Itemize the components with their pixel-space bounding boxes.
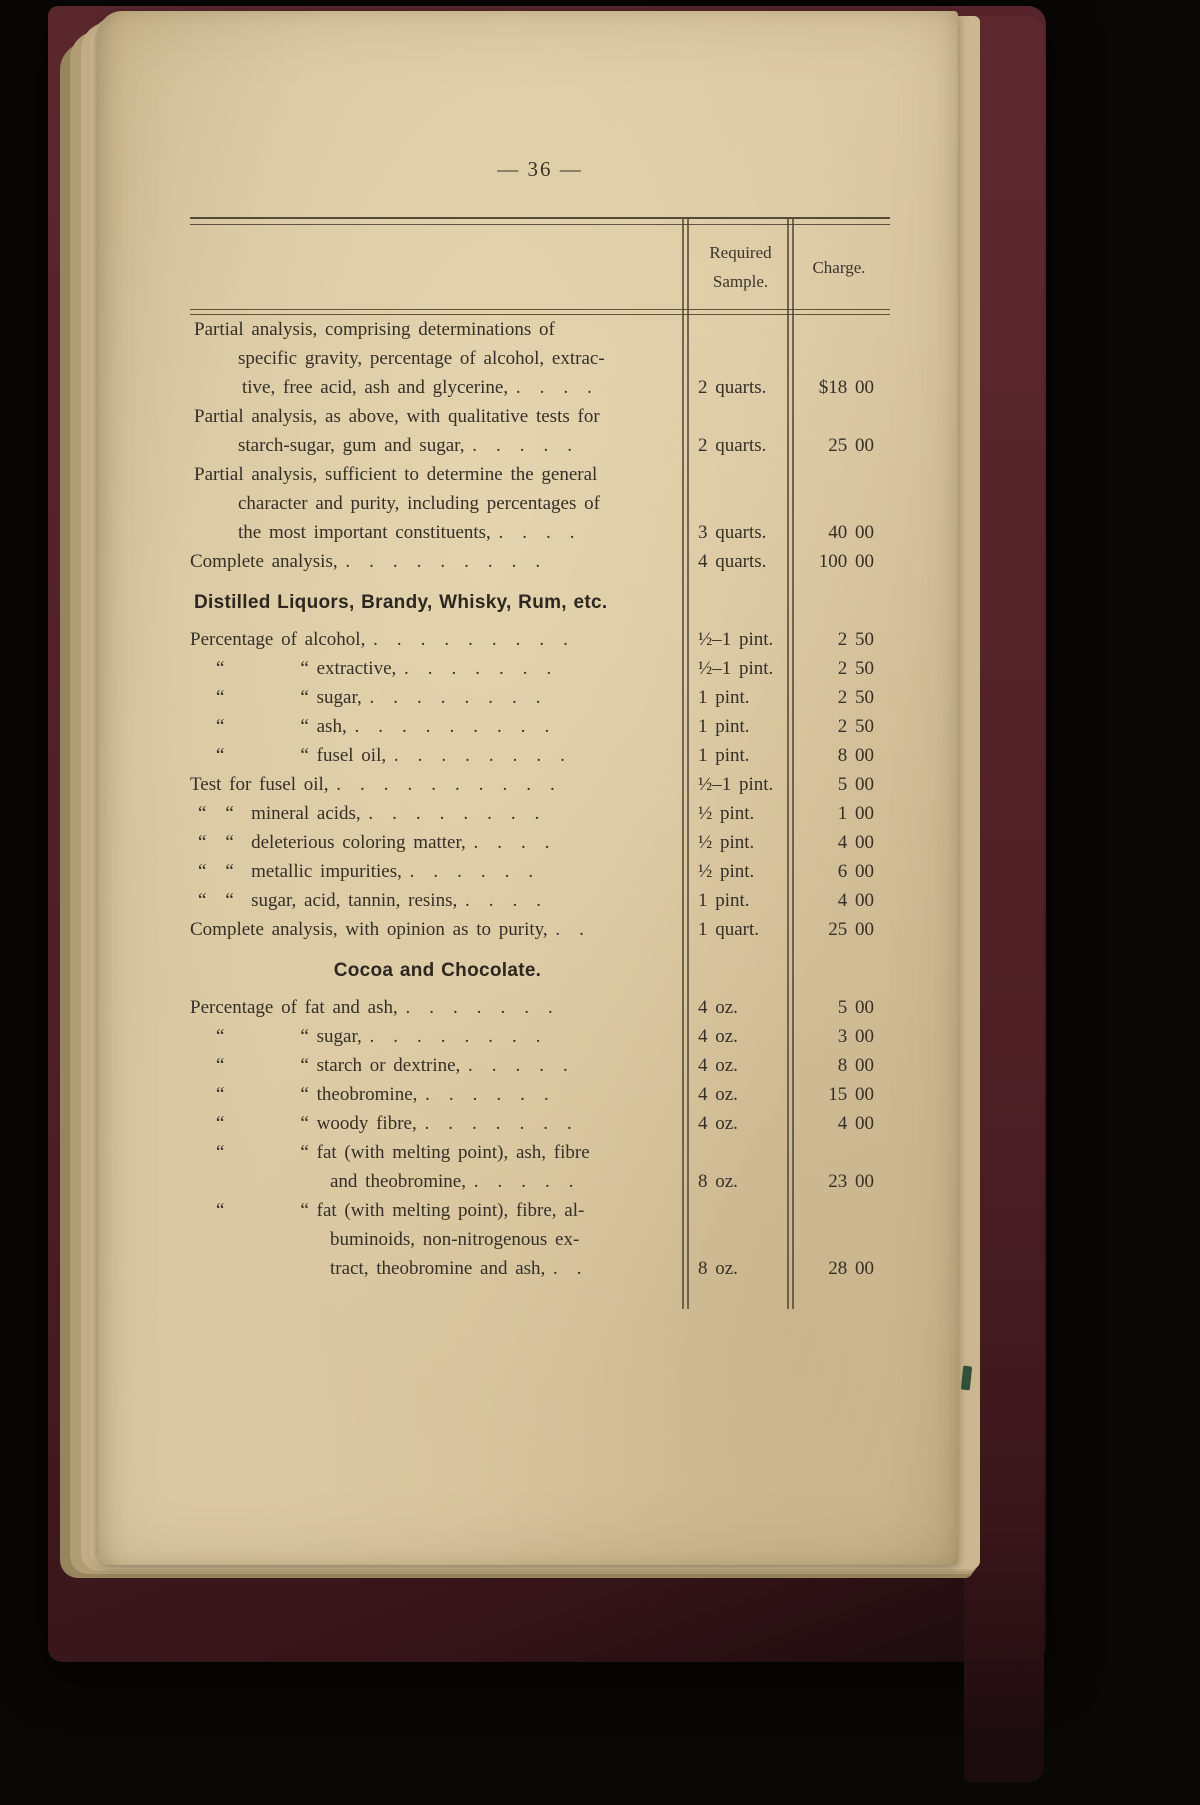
row-required-sample: 1 pint.	[698, 716, 750, 737]
description-line: “ “ fat (with melting point), ash, fibre	[216, 1142, 590, 1163]
row-description	[190, 1138, 685, 1196]
row-charge: 25 00	[828, 919, 874, 940]
column-header-sample: Required Sample.	[709, 243, 772, 291]
table-row	[190, 1022, 890, 1051]
row-required-sample: ½ pint.	[698, 803, 755, 824]
row-required-sample: 4 oz.	[698, 1026, 738, 1047]
row-charge: 2 50	[837, 629, 874, 650]
table-row	[190, 1109, 890, 1138]
row-charge: 100 00	[818, 551, 874, 572]
page-number: — 36 —	[497, 157, 583, 181]
row-charge: 25 00	[828, 435, 874, 456]
row-description	[190, 1196, 685, 1283]
row-charge: 2 50	[837, 687, 874, 708]
row-charge: $18 00	[818, 377, 874, 398]
table-row	[190, 741, 890, 770]
row-description	[190, 547, 685, 576]
description-line: Partial analysis, sufficient to determine the general	[194, 464, 598, 485]
column-rule-charge	[787, 219, 794, 1309]
row-description	[190, 1022, 685, 1051]
description-line: “ “ woody fibre, . . . . . . .	[216, 1113, 572, 1134]
description-line: Percentage of fat and ash, . . . . . . .	[190, 997, 553, 1018]
row-required-sample: 8 oz.	[698, 1258, 738, 1279]
row-charge: 2 50	[837, 658, 874, 679]
description-line: specific gravity, percentage of alcohol, extrac-	[238, 348, 605, 369]
row-description	[190, 460, 685, 547]
description-line: “ “ fusel oil, . . . . . . . .	[216, 745, 565, 766]
description-line: “ “ starch or dextrine, . . . . .	[216, 1055, 568, 1076]
row-required-sample: 4 quarts.	[698, 551, 767, 572]
section-heading: Distilled Liquors, Brandy, Whisky, Rum, etc.	[194, 592, 608, 613]
row-required-sample: 3 quarts.	[698, 522, 767, 543]
table-row	[190, 828, 890, 857]
row-description	[190, 886, 685, 915]
section-heading: Cocoa and Chocolate.	[333, 960, 542, 981]
row-required-sample: ½ pint.	[698, 832, 755, 853]
row-description	[190, 654, 685, 683]
row-required-sample: ½–1 pint.	[698, 774, 774, 795]
row-required-sample: 4 oz.	[698, 1113, 738, 1134]
description-line: starch-sugar, gum and sugar, . . . . .	[238, 435, 572, 456]
table-row	[190, 1196, 890, 1283]
row-charge: 28 00	[828, 1258, 874, 1279]
table-row	[190, 1051, 890, 1080]
row-required-sample: 1 pint.	[698, 687, 750, 708]
row-required-sample: 8 oz.	[698, 1171, 738, 1192]
table-row	[190, 402, 890, 460]
description-line: and theobromine, . . . . .	[330, 1171, 574, 1192]
description-line: “ “ sugar, acid, tannin, resins, . . . .	[198, 890, 541, 911]
table-row	[190, 654, 890, 683]
description-line: Complete analysis, with opinion as to purity, . .	[190, 919, 584, 940]
description-line: “ “ ash, . . . . . . . . .	[216, 716, 550, 737]
row-description	[190, 683, 685, 712]
row-description	[190, 1051, 685, 1080]
row-required-sample: 2 quarts.	[698, 377, 767, 398]
row-charge: 6 00	[837, 861, 874, 882]
row-description	[190, 625, 685, 654]
row-description	[190, 315, 685, 402]
row-required-sample: 2 quarts.	[698, 435, 767, 456]
table-row	[190, 993, 890, 1022]
row-description	[190, 741, 685, 770]
description-line: tract, theobromine and ash, . .	[330, 1258, 582, 1279]
description-line: “ “ deleterious coloring matter, . . . .	[198, 832, 550, 853]
row-charge: 4 00	[837, 890, 874, 911]
row-description	[190, 770, 685, 799]
row-charge: 2 50	[837, 716, 874, 737]
table-row	[190, 315, 890, 402]
row-charge: 8 00	[837, 745, 874, 766]
row-description	[190, 1109, 685, 1138]
table-row	[190, 683, 890, 712]
table-row	[190, 915, 890, 944]
table-row	[190, 1138, 890, 1196]
row-charge: 4 00	[837, 832, 874, 853]
row-charge: 3 00	[837, 1026, 874, 1047]
table-row	[190, 886, 890, 915]
description-line: Partial analysis, as above, with qualitative tests for	[194, 406, 600, 427]
row-description	[190, 402, 685, 460]
row-description	[190, 857, 685, 886]
table-body	[190, 315, 890, 1283]
description-line: the most important constituents, . . . .	[238, 522, 575, 543]
description-line: “ “ sugar, . . . . . . . .	[216, 1026, 541, 1047]
row-charge: 5 00	[837, 774, 874, 795]
column-header-charge: Charge.	[812, 257, 866, 277]
description-line: “ “ theobromine, . . . . . .	[216, 1084, 549, 1105]
row-description	[190, 712, 685, 741]
row-required-sample: 1 pint.	[698, 745, 750, 766]
row-required-sample: 1 quart.	[698, 919, 760, 940]
table-row	[190, 460, 890, 547]
row-charge: 23 00	[828, 1171, 874, 1192]
row-description	[190, 828, 685, 857]
table-row	[190, 770, 890, 799]
description-line: buminoids, non-nitrogenous ex-	[330, 1229, 580, 1250]
column-rule-sample	[682, 219, 689, 1309]
price-table	[190, 217, 890, 1309]
row-charge: 40 00	[828, 522, 874, 543]
description-line: Test for fusel oil, . . . . . . . . . .	[190, 774, 555, 795]
table-row	[190, 799, 890, 828]
table-top-rule	[190, 217, 890, 225]
description-line: “ “ extractive, . . . . . . .	[216, 658, 552, 679]
description-line: “ “ metallic impurities, . . . . . .	[198, 861, 534, 882]
description-line: “ “ sugar, . . . . . . . .	[216, 687, 541, 708]
row-description	[190, 915, 685, 944]
row-charge: 8 00	[837, 1055, 874, 1076]
row-charge: 1 00	[837, 803, 874, 824]
row-description	[190, 799, 685, 828]
description-line: character and purity, including percentages of	[238, 493, 600, 514]
table-row	[190, 712, 890, 741]
row-required-sample: ½ pint.	[698, 861, 755, 882]
row-required-sample: ½–1 pint.	[698, 629, 774, 650]
row-required-sample: 4 oz.	[698, 1084, 738, 1105]
table-row	[190, 857, 890, 886]
description-line: Percentage of alcohol, . . . . . . . . .	[190, 629, 568, 650]
row-required-sample: 1 pint.	[698, 890, 750, 911]
table-row	[190, 1080, 890, 1109]
row-description	[190, 993, 685, 1022]
description-line: tive, free acid, ash and glycerine, . . . .	[242, 377, 592, 398]
row-required-sample: 4 oz.	[698, 1055, 738, 1076]
table-row	[190, 625, 890, 654]
table-row	[190, 547, 890, 576]
table-header-row	[190, 225, 890, 309]
book-page	[98, 11, 958, 1565]
row-required-sample: ½–1 pint.	[698, 658, 774, 679]
description-line: “ “ fat (with melting point), fibre, al-	[216, 1200, 585, 1221]
row-description	[190, 1080, 685, 1109]
row-charge: 4 00	[837, 1113, 874, 1134]
row-charge: 15 00	[828, 1084, 874, 1105]
description-line: Partial analysis, comprising determinations of	[194, 319, 555, 340]
description-line: “ “ mineral acids, . . . . . . . .	[198, 803, 540, 824]
description-line: Complete analysis, . . . . . . . . .	[190, 551, 541, 572]
row-required-sample: 4 oz.	[698, 997, 738, 1018]
row-charge: 5 00	[837, 997, 874, 1018]
